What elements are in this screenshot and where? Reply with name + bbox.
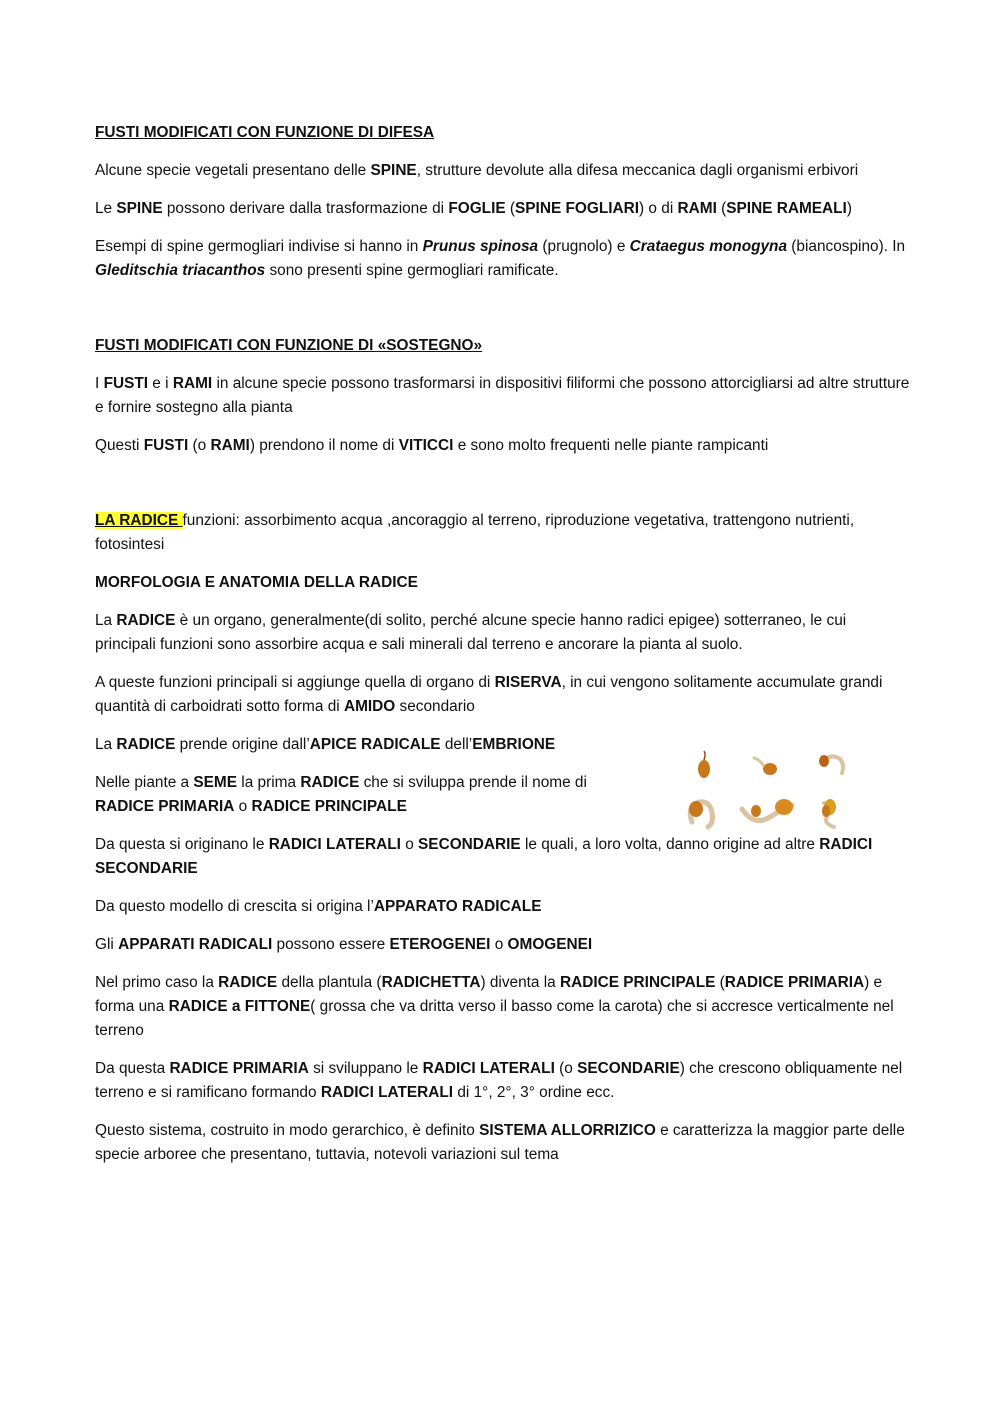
paragraph-allorhizic: Questo sistema, costruito in modo gerarchico, è definito SISTEMA ALLORRIZICO e caratterizza la maggior parte delle specie arboree che presentano, tuttavia, notevoli variazioni sul tema: [95, 1122, 905, 1163]
paragraph-tendrils: Questi FUSTI (o RAMI) prendono il nome di VITICCI e sono molto frequenti nelle piante rampicanti: [95, 437, 769, 454]
paragraph-root-organ: La RADICE è un organo, generalmente(di solito, perché alcune specie hanno radici epigee) sotterraneo, le cui principali funzioni sono assorbire acqua e sali minerali dal terreno e ancorare la pianta al suolo.: [95, 612, 847, 653]
heading-support: FUSTI MODIFICATI CON FUNZIONE DI «SOSTEGNO»: [95, 337, 483, 354]
heading-defense: FUSTI MODIFICATI CON FUNZIONE DI DIFESA: [95, 124, 435, 141]
seed-stage-4: [689, 801, 713, 827]
seed-stage-3: [819, 755, 843, 773]
paragraph-spines-examples: Esempi di spine germogliari indivise si hanno in Prunus spinosa (prugnolo) e Crataegus monogyna (biancospino). In Gleditschia triacanthos sono presenti spine germogliari ramificate.: [95, 238, 906, 279]
paragraph-root-reserve: A queste funzioni principali si aggiunge quella di organo di RISERVA, in cui vengono solitamente accumulate grandi quantità di carboidrati sotto forma di AMIDO secondario: [95, 674, 883, 715]
paragraph-spines-origin: Le SPINE possono derivare dalla trasformazione di FOGLIE (SPINE FOGLIARI) o di RAMI (SPINE RAMEALI): [95, 200, 852, 217]
paragraph-stems-transform: I FUSTI e i RAMI in alcune specie possono trasformarsi in dispositivi filiformi che possono attorcigliarsi ad altre strutture e fornire sostegno alla pianta: [95, 375, 910, 416]
paragraph-spines-intro: Alcune specie vegetali presentano delle SPINE, strutture devolute alla difesa meccanica dagli organismi erbivori: [95, 162, 859, 179]
seed-stage-6: [822, 799, 836, 827]
document-page: [95, 121, 910, 1181]
seed-stage-5: [742, 799, 793, 821]
paragraph-root-functions: LA RADICE funzioni: assorbimento acqua ,ancoraggio al terreno, riproduzione vegetativa, trattengono nutrienti, fotosintesi: [95, 512, 855, 553]
heading-root: LA RADICE: [95, 512, 183, 529]
paragraph-lateral-roots: Da questa si originano le RADICI LATERALI o SECONDARIE le quali, a loro volta, danno origine ad altre RADICI SECONDARIE: [95, 836, 873, 877]
seed-stage-2: [754, 758, 777, 775]
paragraph-primary-root: Nelle piante a SEME la prima RADICE che si sviluppa prende il nome di RADICE PRIMARIA o RADICE PRINCIPALE: [95, 774, 587, 815]
paragraph-root-system: Da questo modello di crescita si origina l’APPARATO RADICALE: [95, 898, 542, 915]
subheading-morphology: MORFOLOGIA E ANATOMIA DELLA RADICE: [95, 574, 418, 591]
germinating-seeds-image: [682, 747, 857, 832]
paragraph-root-types: Gli APPARATI RADICALI possono essere ETEROGENEI o OMOGENEI: [95, 936, 593, 953]
paragraph-secondary-roots: Da questa RADICE PRIMARIA si sviluppano le RADICI LATERALI (o SECONDARIE) che crescono obliquamente nel terreno e si ramificano formando RADICI LATERALI di 1°, 2°, 3° ordine ecc.: [95, 1060, 903, 1101]
paragraph-root-origin: La RADICE prende origine dall’APICE RADICALE dell’EMBRIONE: [95, 736, 556, 753]
seed-stage-1: [698, 751, 710, 778]
paragraph-taproot: Nel primo caso la RADICE della plantula (RADICHETTA) diventa la RADICE PRINCIPALE (RADICE PRIMARIA) e forma una RADICE a FITTONE( grossa che va dritta verso il basso come la carota) che si accresce verticalmente nel terreno: [95, 974, 894, 1039]
